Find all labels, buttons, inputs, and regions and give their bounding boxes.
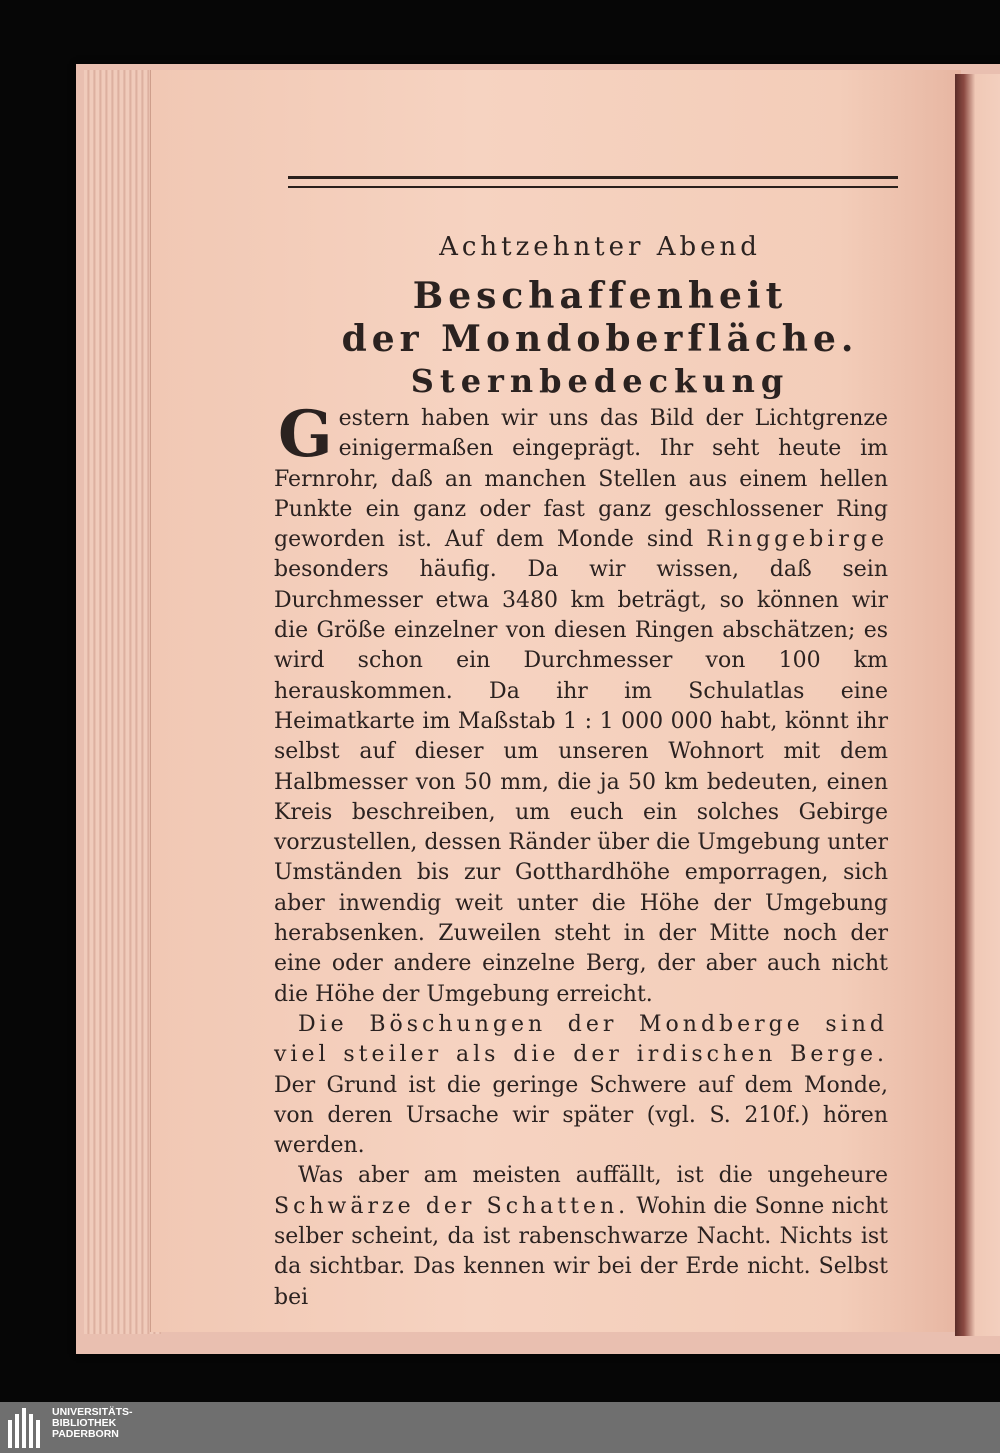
library-name-line-2: BIBLIOTHEK — [52, 1417, 117, 1429]
paragraph-2-rest: Der Grund ist die geringe Schwere auf dem Monde, von deren Ursache wir später (vgl. S. 210f.) hören werden. — [274, 1072, 888, 1159]
library-logo-icon — [8, 1408, 46, 1448]
emphasis-schwaerze: Schwärze der Schatten. — [274, 1193, 630, 1219]
paragraph-3 — [274, 1161, 888, 1312]
library-footer — [0, 1402, 1000, 1453]
library-name-line-3: PADERBORN — [52, 1428, 119, 1440]
library-name-line-1: UNIVERSITÄTS- — [52, 1406, 133, 1418]
paragraph-1-text: estern haben wir uns das Bild der Lichtgrenze einigermaßen eingeprägt. Ihr seht heute im Fernrohr, daß an manchen Stellen aus einem hellen Punkte ein ganz oder fast ganz geschlossener Ring geworden ist. Auf dem Monde sind — [274, 406, 888, 553]
drop-cap: G — [278, 397, 333, 472]
header-rule-thick — [288, 176, 898, 179]
paragraph-2 — [274, 1010, 888, 1161]
book-gutter — [955, 74, 1000, 1336]
paragraph-1-rest: besonders häufig. Da wir wissen, daß sein Durchmesser etwa 3480 km beträgt, so können wir die Größe einzelner von diesen Ringen abschätzen; es wird schon ein Durchmesser von 100 km herauskommen. Da ihr im Schulatlas eine Heimatkarte im Maßstab 1 : 1 000 000 habt, könnt ihr selbst auf dieser um unseren Wohnort mit dem Halbmesser von 50 mm, die ja 50 km bedeuten, einen Kreis beschreiben, um euch ein solches Gebirge vorzustellen, dessen Ränder über die Umgebung unter Umständen bis zur Gotthardhöhe emporragen, sich aber inwendig weit unter die Höhe der Umgebung herabsenken. Zuweilen steht in der Mitte noch der eine oder andere einzelne Berg, der aber auch nicht die Höhe der Umgebung erreicht. — [274, 557, 888, 1007]
library-name — [52, 1407, 133, 1440]
body-text — [274, 397, 888, 1313]
emphasis-ringgebirge: Ringgebirge — [706, 527, 888, 553]
title-line-1: Beschaffenheit — [412, 275, 788, 317]
chapter-heading: Achtzehnter Abend — [439, 232, 761, 262]
subtitle: Sternbedeckung — [410, 362, 790, 400]
title-line-2: der Mondoberfläche. — [341, 318, 859, 360]
paragraph-3-rest: Wohin die Sonne nicht selber scheint, da ist rabenschwarze Nacht. Nichts ist da sichtbar. Das kennen wir bei der Erde nicht. Selbst bei — [274, 1193, 888, 1310]
emphasis-boeschungen: Die Böschungen der Mondberge sind viel steiler als die der irdischen Berge. — [274, 1011, 888, 1068]
paragraph-3-start: Was aber am meisten auffällt, ist die ungeheure — [298, 1163, 888, 1189]
header-rule-thin — [288, 186, 898, 188]
paragraph-1 — [274, 397, 888, 1010]
